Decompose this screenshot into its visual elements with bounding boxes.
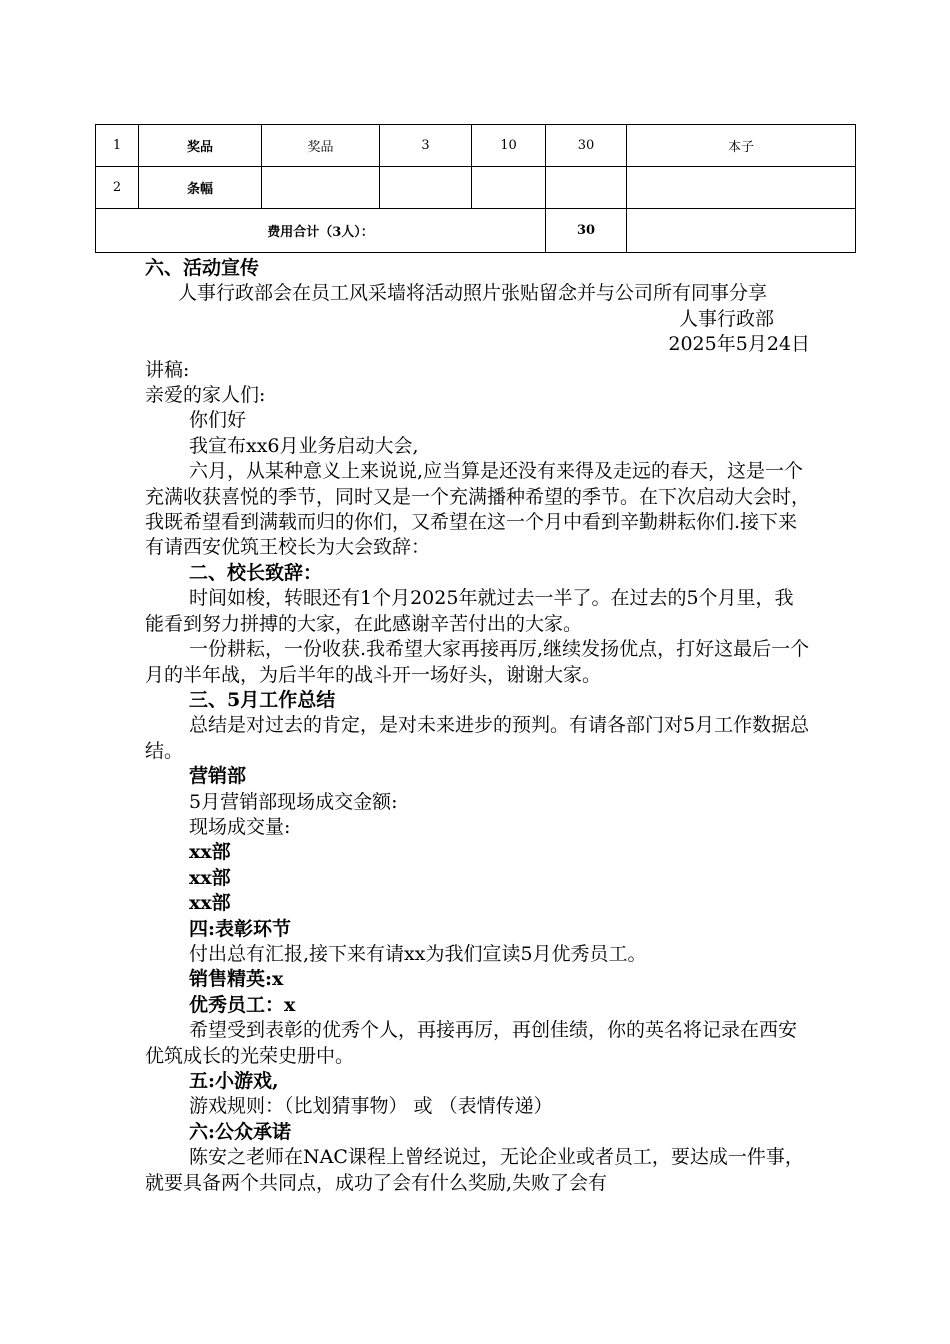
paragraph: 现场成交量: (189, 815, 291, 838)
item-price: 10 (472, 125, 546, 167)
cost-table (95, 124, 856, 253)
table-total-row (96, 209, 856, 253)
paragraph: 希望受到表彰的优秀个人，再接再厉，再创佳绩，你的英名将记录在西安优筑成长的光荣史册中。 (145, 1019, 798, 1067)
dept-item: xx部 (189, 841, 231, 864)
paragraph: 我宣布xx6月业务启动大会, (189, 434, 419, 457)
paragraph: 一份耕耘，一份收获.我希望大家再接再厉,继续发扬优点，打好这最后一个月的半年战，为后半年的战斗开一场好头，谢谢大家。 (145, 638, 810, 686)
item-qty (380, 167, 472, 209)
table-row (96, 125, 856, 167)
paragraph: 人事行政部会在员工风采墙将活动照片张贴留念并与公司所有同事分享 (178, 282, 768, 305)
award-excellent: 优秀员工：x (189, 993, 296, 1016)
paragraph: 陈安之老师在NAC课程上曾经说过，无论企业或者员工，要达成一件事，就要具备两个共同点，成功了会有什么奖励,失败了会有 (145, 1146, 804, 1194)
dept-item: xx部 (189, 866, 231, 889)
item-qty: 3 (380, 125, 472, 167)
document-body (145, 256, 810, 1196)
item-category: 条幅 (139, 167, 262, 209)
signature-dept: 人事行政部 (678, 307, 774, 330)
paragraph: 5月营销部现场成交金额: (189, 790, 398, 813)
signature-date: 2025年5月24日 (668, 333, 810, 356)
section-heading: 五:小游戏, (189, 1070, 279, 1092)
item-name: 奖品 (262, 125, 380, 167)
section-heading: 六、活动宣传 (145, 257, 260, 279)
item-category: 奖品 (139, 125, 262, 167)
speech-title: 讲稿: (145, 358, 190, 381)
item-name (262, 167, 380, 209)
row-number: 1 (96, 125, 139, 167)
total-value: 30 (546, 209, 627, 253)
section-heading: 六:公众承诺 (189, 1120, 292, 1143)
item-note (627, 167, 856, 209)
dept-name: 营销部 (189, 765, 247, 788)
paragraph: 付出总有汇报,接下来有请xx为我们宣读5月优秀员工。 (189, 942, 647, 965)
paragraph: 游戏规则：（比划猜事物） 或 （表情传递） (189, 1095, 553, 1118)
section-heading: 二、校长致辞： (189, 561, 323, 584)
item-note: 本子 (627, 125, 856, 167)
item-amount: 30 (546, 125, 627, 167)
award-elite: 销售精英:x (189, 968, 284, 991)
total-note (627, 209, 856, 253)
paragraph: 六月，从某种意义上来说说,应当算是还没有来得及走远的春天，这是一个充满收获喜悦的季节，同时又是一个充满播种希望的季节。在下次启动大会时，我既希望看到满载而归的你们，又希望在这一个月中看到辛勤耕耘你们.接下来有请西安优筑王校长为大会致辞： (145, 460, 811, 559)
row-number: 2 (96, 167, 139, 209)
item-amount (546, 167, 627, 209)
paragraph: 时间如梭，转眼还有1个月2025年就过去一半了。在过去的5个月里，我能看到努力拼搏的大家，在此感谢辛苦付出的大家。 (145, 587, 794, 635)
table-row (96, 167, 856, 209)
section-heading: 四:表彰环节 (189, 917, 292, 940)
paragraph: 总结是对过去的肯定，是对未来进步的预判。有请各部门对5月工作数据总结。 (145, 714, 810, 762)
item-price (472, 167, 546, 209)
dept-item: xx部 (189, 892, 231, 915)
greeting: 亲爱的家人们: (145, 384, 266, 407)
paragraph: 你们好 (189, 409, 247, 432)
section-heading: 三、5月工作总结 (189, 688, 336, 711)
total-label: 费用合计（3人）： (96, 209, 546, 253)
